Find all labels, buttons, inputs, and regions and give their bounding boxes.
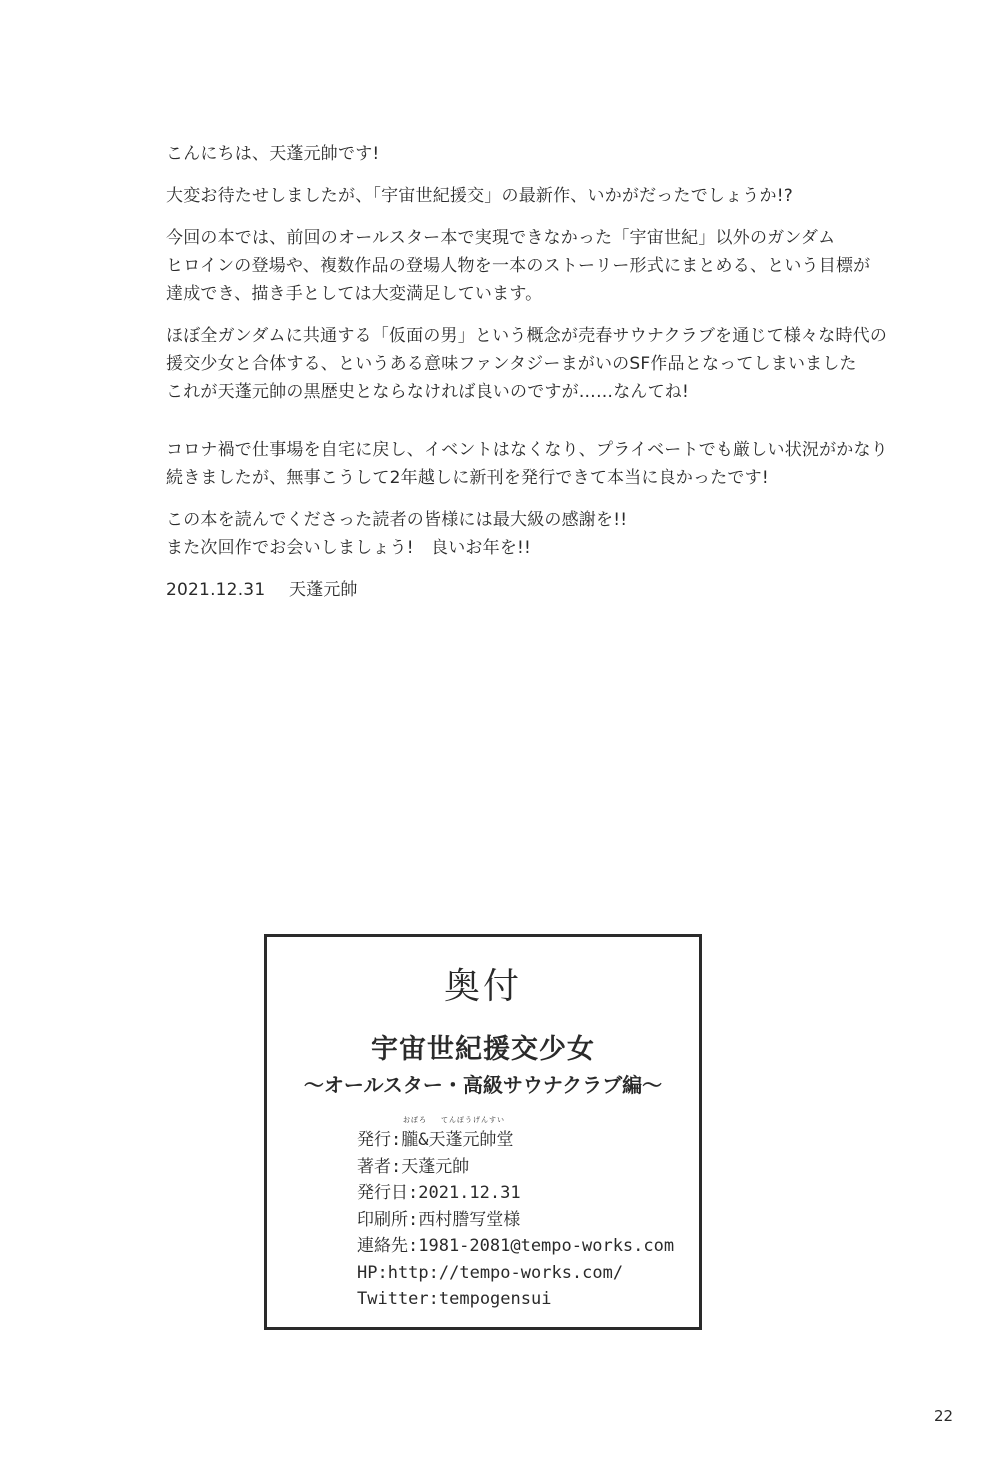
afterword-line: ほぼ全ガンダムに共通する「仮面の男」という概念が売春サウナクラブを通じて様々な時代の: [166, 326, 888, 346]
author: 著者:天蓬元帥: [357, 1156, 470, 1177]
afterword-greeting: [166, 140, 946, 168]
colophon-box: [264, 934, 702, 1330]
afterword-line: ヒロインの登場や、複数作品の登場人物を一本のストーリー形式にまとめる、という目標が: [166, 256, 871, 276]
issue-date: 発行日:2021.12.31: [357, 1183, 521, 1203]
afterword-paragraph: [166, 182, 946, 210]
afterword-paragraph: [166, 322, 946, 406]
page-number: 22: [934, 1407, 954, 1425]
afterword-line: 今回の本では、前回のオールスター本で実現できなかった「宇宙世紀」以外のガンダム: [166, 228, 836, 248]
publisher-row: [357, 1116, 674, 1154]
afterword-paragraph: [166, 506, 946, 562]
publisher: 発行:朧&天蓬元帥堂: [357, 1130, 514, 1150]
printer: 印刷所:西村謄写堂様: [357, 1209, 521, 1230]
afterword-line: これが天蓬元帥の黒歴史とならなければ良いのですが……なんてね!: [166, 382, 690, 402]
afterword-line: また次回作でお会いしましょう! 良いお年を!!: [166, 538, 532, 558]
afterword-line: こんにちは、天蓬元帥です!: [166, 144, 380, 164]
afterword: [166, 140, 946, 604]
twitter-handle: Twitter:tempogensui: [357, 1289, 552, 1309]
afterword-line: この本を読んでくださった読者の皆様には最大級の感謝を!!: [166, 510, 628, 530]
afterword-paragraph: [166, 224, 946, 308]
contact-email: 連絡先:1981-2081@tempo-works.com: [357, 1236, 675, 1256]
publisher-ruby: てんぽうげんすい: [441, 1116, 505, 1124]
afterword-line: 大変お待たせしましたが、「宇宙世紀援交」の最新作、いかがだったでしょうか!?: [166, 186, 793, 206]
book-subtitle: 〜オールスター・高級サウナクラブ編〜: [303, 1073, 663, 1097]
book-title: 宇宙世紀援交少女: [371, 1034, 595, 1065]
afterword-line: コロナ禍で仕事場を自宅に戻し、イベントはなくなり、プライベートでも厳しい状況がかなり: [166, 440, 888, 460]
homepage-url: HP:http://tempo-works.com/: [357, 1262, 624, 1283]
colophon-heading: 奥付: [443, 966, 522, 1007]
afterword-line: 援交少女と合体する、というある意味ファンタジーまがいのSF作品となってしまいました: [166, 354, 857, 374]
afterword-line: 達成でき、描き手としては大変満足しています。: [166, 284, 543, 304]
afterword-line: 続きましたが、無事こうして2年越しに新刊を発行できて本当に良かったです!: [166, 468, 769, 488]
colophon-info: [357, 1116, 675, 1313]
publisher-ruby: おぼろ: [403, 1116, 427, 1124]
signoff-name: 天蓬元帥: [288, 580, 358, 600]
signoff-date: 2021.12.31: [166, 580, 266, 600]
afterword-paragraph: [166, 436, 946, 492]
afterword-signoff: [166, 576, 946, 604]
